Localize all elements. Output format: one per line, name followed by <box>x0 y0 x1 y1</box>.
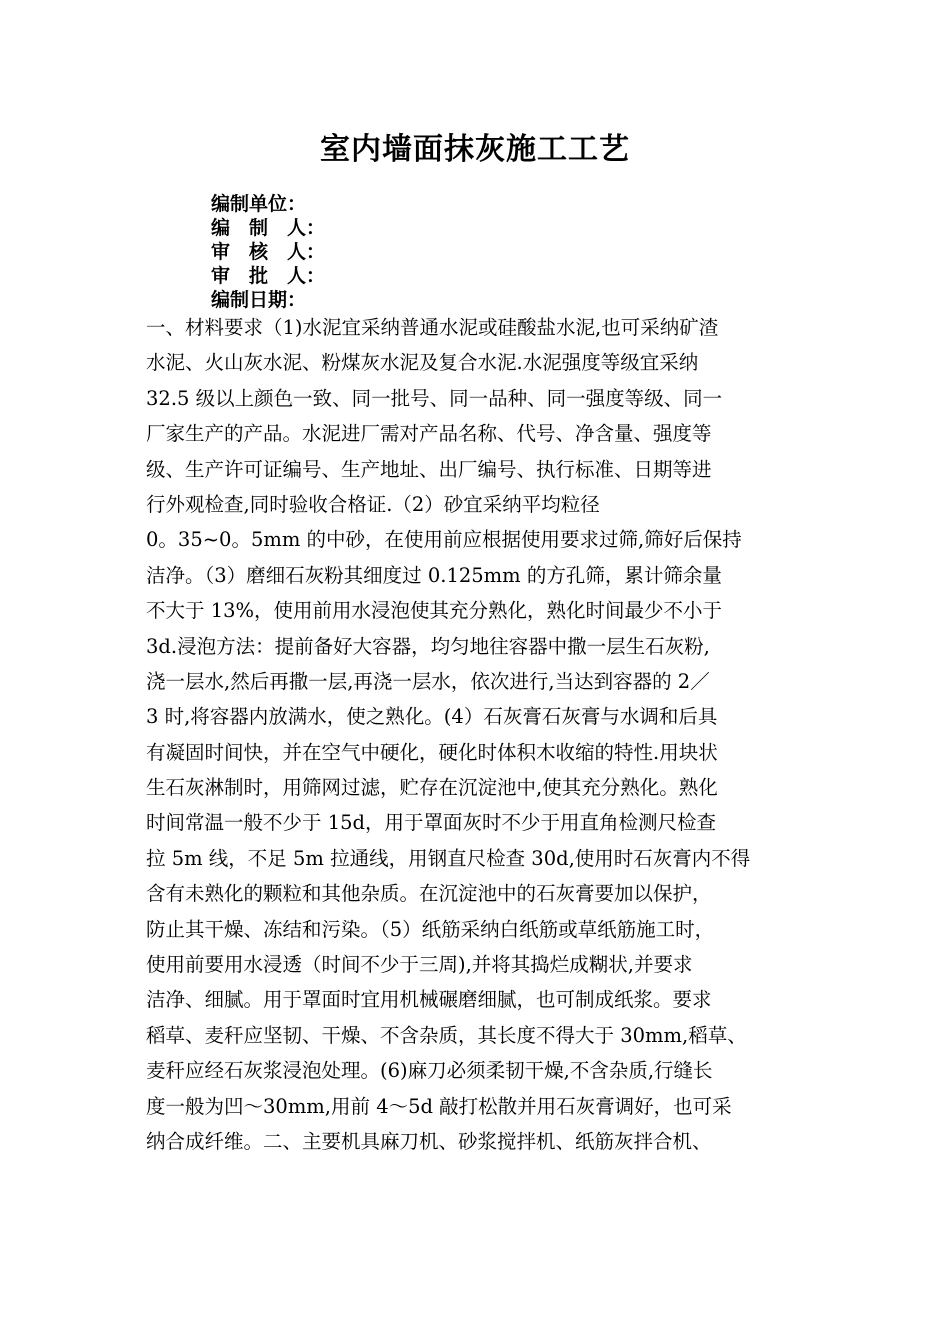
document-body <box>146 310 806 1159</box>
document-title: 室内墙面抹灰施工工艺 <box>320 132 630 167</box>
body-line: 含有未熟化的颗粒和其他杂质。在沉淀池中的石灰膏要加以保护， <box>146 882 712 906</box>
meta-author: 编 制 人： <box>211 217 326 239</box>
body-line: 麦秆应经石灰浆浸泡处理。(6)麻刀必须柔韧干燥,不含杂质,行缝长 <box>146 1059 713 1083</box>
body-line: 时间常温一般不少于 15d，用于罩面灰时不少于用直角检测尺检查 <box>146 811 716 835</box>
body-line: 防止其干燥、冻结和污染。（5）纸筋采纳白纸筋或草纸筋施工时， <box>146 917 715 941</box>
meta-reviewer: 审 核 人： <box>211 241 326 263</box>
body-line: 3d.浸泡方法：提前备好大容器，均匀地往容器中撒一层生石灰粉, <box>146 634 710 658</box>
meta-date: 编制日期： <box>211 289 307 311</box>
body-line: 纳合成纤维。二、主要机具麻刀机、砂浆搅拌机、纸筋灰拌合机、 <box>146 1129 712 1153</box>
body-line: 一、材料要求（1)水泥宜采纳普通水泥或硅酸盐水泥,也可采纳矿渣 <box>146 316 719 339</box>
body-line: 0。35~0。5mm 的中砂，在使用前应根据使用要求过筛,筛好后保持 <box>146 528 742 552</box>
body-line: 洁净、细腻。用于罩面时宜用机械碾磨细腻，也可制成纸浆。要求 <box>146 988 712 1012</box>
meta-approver: 审 批 人： <box>211 265 326 287</box>
body-line: 不大于 13%，使用前用水浸泡使其充分熟化，熟化时间最少不小于 <box>146 599 723 623</box>
body-line: 厂家生产的产品。水泥进厂需对产品名称、代号、净含量、强度等 <box>146 422 712 446</box>
body-line: 浇一层水,然后再撒一层,再浇一层水，依次进行,当达到容器的 2／ <box>146 669 710 693</box>
meta-unit: 编制单位： <box>211 193 307 215</box>
document-meta-block <box>211 192 611 312</box>
body-line: 洁净。（3）磨细石灰粉其细度过 0.125mm 的方孔筛，累计筛余量 <box>146 563 722 587</box>
body-line: 使用前要用水浸透（时间不少于三周),并将其捣烂成糊状,并要求 <box>146 953 693 977</box>
body-line: 拉 5m 线，不足 5m 拉通线，用钢直尺检查 30d,使用时石灰膏内不得 <box>146 846 751 870</box>
body-line: 有凝固时间快，并在空气中硬化，硬化时体积木收缩的特性.用块状 <box>146 740 718 764</box>
body-line: 级、生产许可证编号、生产地址、出厂编号、执行标准、日期等进 <box>146 457 712 481</box>
body-line: 稻草、麦秆应坚韧、干燥、不含杂质，其长度不得大于 30mm,稻草、 <box>146 1023 747 1047</box>
body-line: 32.5 级以上颜色一致、同一批号、同一品种、同一强度等级、同一 <box>146 386 723 410</box>
body-line: 3 时,将容器内放满水，使之熟化。(4）石灰膏石灰膏与水调和后具 <box>146 705 718 729</box>
body-line: 生石灰淋制时，用筛网过滤，贮存在沉淀池中,使其充分熟化。熟化 <box>146 776 718 800</box>
body-line: 水泥、火山灰水泥、粉煤灰水泥及复合水泥.水泥强度等级宜采纳 <box>146 351 699 375</box>
body-line: 度一般为凹～30mm,用前 4～5d 敲打松散并用石灰膏调好，也可采 <box>146 1094 732 1118</box>
body-line: 行外观检查,同时验收合格证.（2）砂宜采纳平均粒径 <box>146 492 600 516</box>
